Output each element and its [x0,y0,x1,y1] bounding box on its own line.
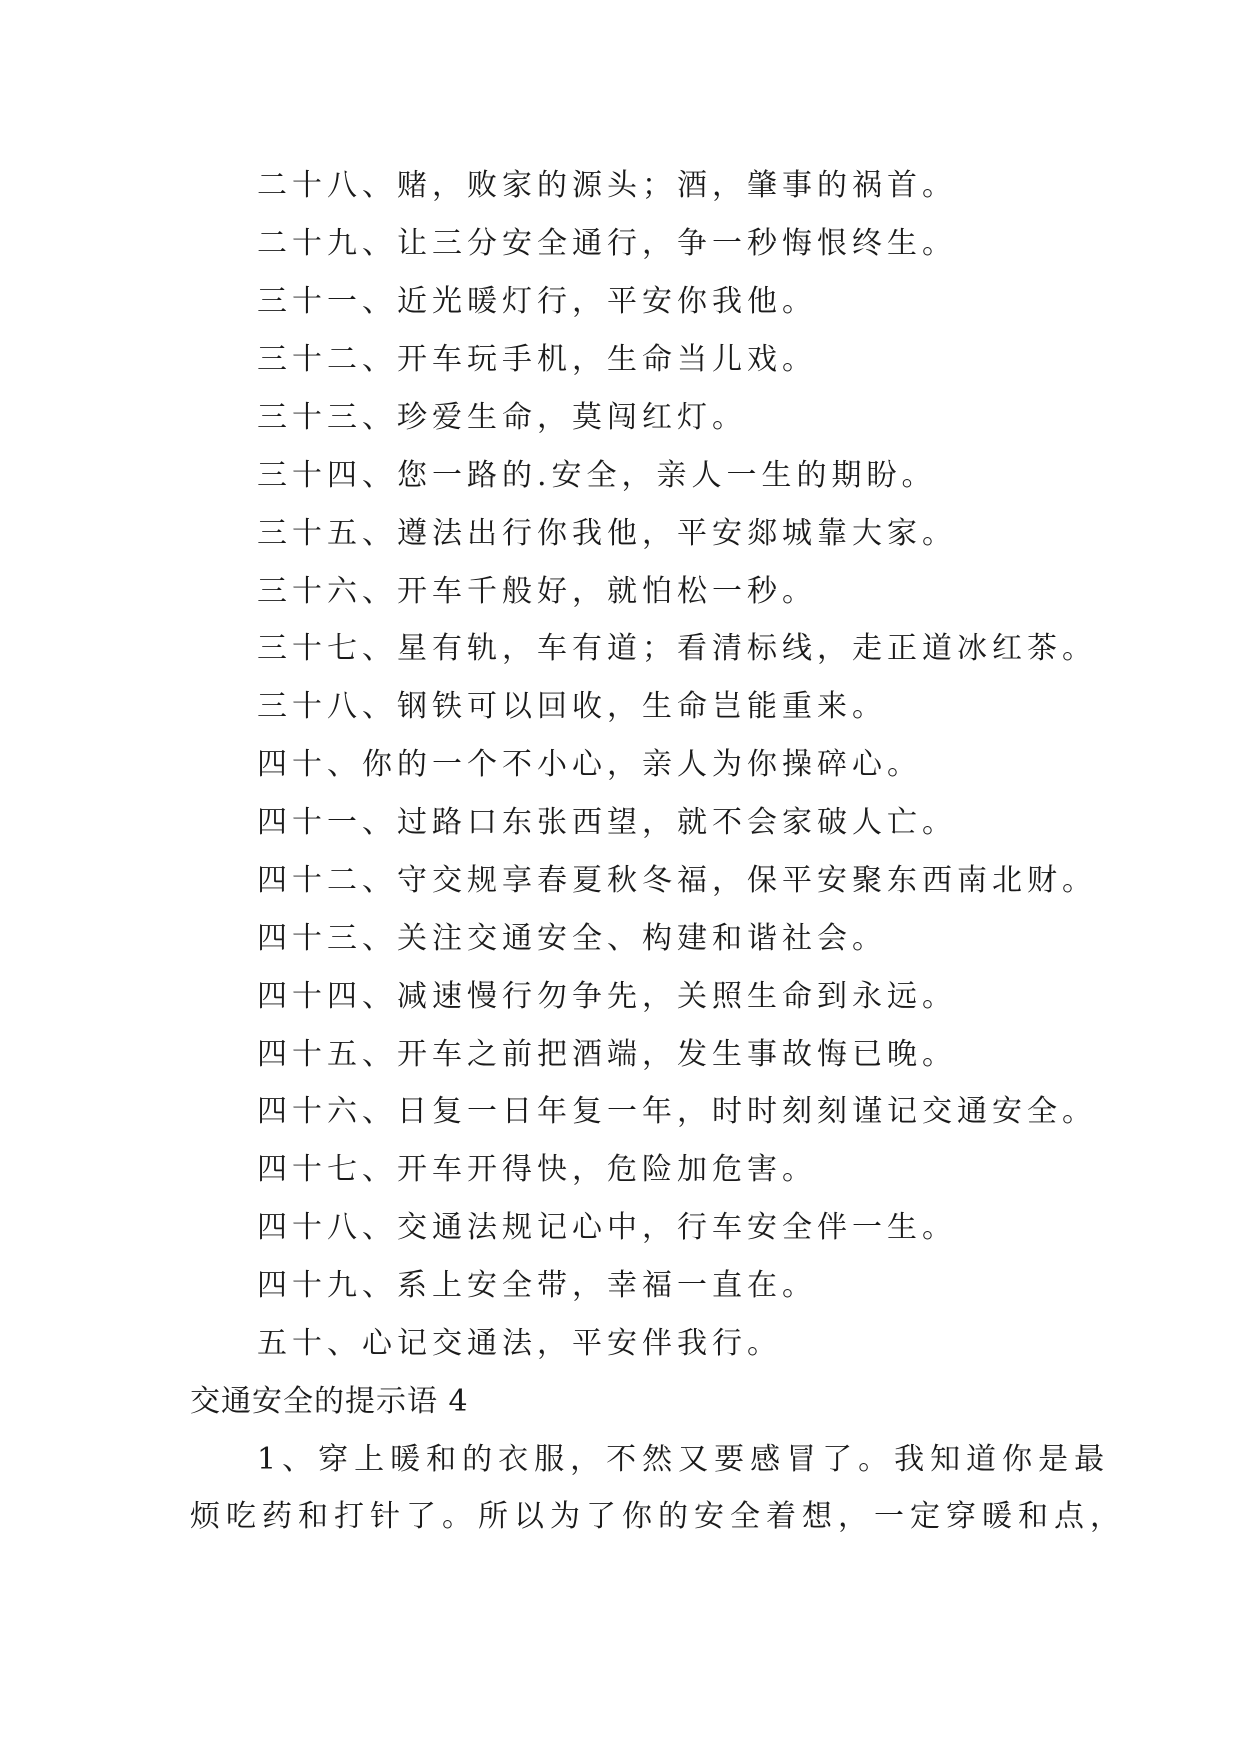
list-item: 四十六、日复一日年复一年，时时刻刻谨记交通安全。 [257,1094,1097,1129]
list-item: 三十三、珍爱生命，莫闯红灯。 [257,400,747,435]
list-item: 三十一、近光暖灯行，平安你我他。 [257,284,817,319]
list-item: 四十五、开车之前把酒端，发生事故悔已晚。 [257,1037,957,1072]
list-item: 三十八、钢铁可以回收，生命岂能重来。 [257,689,887,724]
list-item: 四十七、开车开得快，危险加危害。 [257,1152,817,1187]
list-item: 三十六、开车千般好，就怕松一秒。 [257,574,817,609]
list-item: 三十五、遵法出行你我他，平安郯城靠大家。 [257,516,957,551]
list-item: 四十、你的一个不小心，亲人为你操碎心。 [257,747,922,782]
list-item: 五十、心记交通法，平安伴我行。 [257,1326,782,1361]
list-item: 三十七、星有轨，车有道；看清标线，走正道冰红茶。 [257,631,1097,666]
section-heading: 交通安全的提示语 4 [190,1384,469,1419]
list-item: 四十八、交通法规记心中，行车安全伴一生。 [257,1210,957,1245]
list-item: 二十九、让三分安全通行，争一秒悔恨终生。 [257,226,957,261]
paragraph-line: 烦吃药和打针了。所以为了你的安全着想，一定穿暖和点， [190,1499,1126,1534]
list-item: 三十二、开车玩手机，生命当儿戏。 [257,342,817,377]
list-item: 四十九、系上安全带，幸福一直在。 [257,1268,817,1303]
list-item: 四十三、关注交通安全、构建和谐社会。 [257,921,887,956]
list-item: 二十八、赌，败家的源头；酒，肇事的祸首。 [257,168,957,203]
list-item: 四十二、守交规享春夏秋冬福，保平安聚东西南北财。 [257,863,1097,898]
list-item: 三十四、您一路的.安全，亲人一生的期盼。 [257,458,937,493]
list-item: 四十四、减速慢行勿争先，关照生命到永远。 [257,979,957,1014]
list-item: 四十一、过路口东张西望，就不会家破人亡。 [257,805,957,840]
paragraph-line: 1、穿上暖和的衣服，不然又要感冒了。我知道你是最 [257,1442,1111,1477]
